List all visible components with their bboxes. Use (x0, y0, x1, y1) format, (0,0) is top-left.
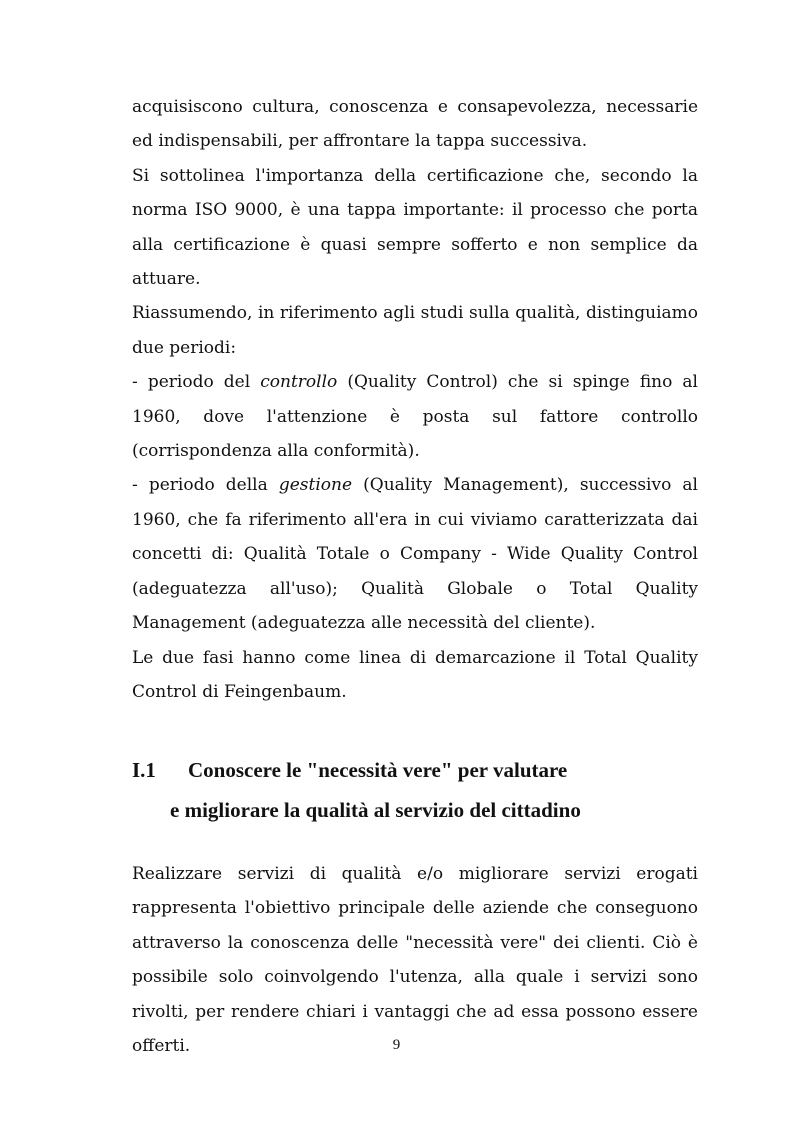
paragraph-continuation: acquisiscono cultura, conoscenza e consapevolezza, necessarie ed indispensabili, per affrontare la tappa successiva. (132, 97, 698, 152)
control-prefix: - periodo del (132, 372, 261, 393)
control-emphasis: controllo (260, 372, 338, 393)
management-prefix: - periodo della (132, 475, 279, 496)
section-heading-line2 (170, 790, 770, 830)
page-number: 9 (392, 1037, 401, 1053)
paragraph-quality-services: Realizzare servizi di qualità e/o migliorare servizi erogati rappresenta l'obiettivo principale delle aziende che conseguono attraverso la conoscenza delle "necessità vere" dei clienti. Ciò è possibile solo coinvolgendo l'utenza, alla quale i servizi sono rivolti, per rendere chiari i vantaggi che ad essa possono essere offerti. (132, 864, 698, 1057)
paragraph-management-period (132, 468, 698, 640)
paragraph-control-period (132, 365, 698, 468)
body-text-top (132, 90, 698, 709)
section-title-line2: e migliorare la qualità al servizio del cittadino (170, 798, 581, 822)
management-emphasis: gestione (278, 475, 353, 496)
section-number: I.1 (132, 758, 156, 782)
body-text-bottom (132, 857, 698, 1063)
paragraph-two-phases: Le due fasi hanno come linea di demarcazione il Total Quality Control di Feingenbaum. (132, 647, 698, 702)
management-suffix: (Quality Management), successivo al 1960, che fa riferimento all'era in cui viviamo caratterizzata dai concetti di: Qualità Totale o Company - Wide Quality Control (adeguatezza all'uso); Qualità Globale o Total Quality Management (adeguatezza alle necessità del cliente). (132, 475, 698, 634)
control-suffix: (Quality Control) che si spinge fino al 1960, dove l'attenzione è posta sul fattore controllo (corrispondenza alla conformità). (132, 372, 698, 462)
paragraph-certification: Si sottolinea l'importanza della certificazione che, secondo la norma ISO 9000, è una tappa importante: il processo che porta alla certificazione è quasi sempre sofferto e non semplice da attuare. (132, 165, 698, 290)
section-heading-line1 (132, 750, 732, 790)
paragraph-summary: Riassumendo, in riferimento agli studi sulla qualità, distinguiamo due periodi: (132, 303, 698, 358)
section-title-line1: Conoscere le "necessità vere" per valutare (188, 758, 568, 782)
